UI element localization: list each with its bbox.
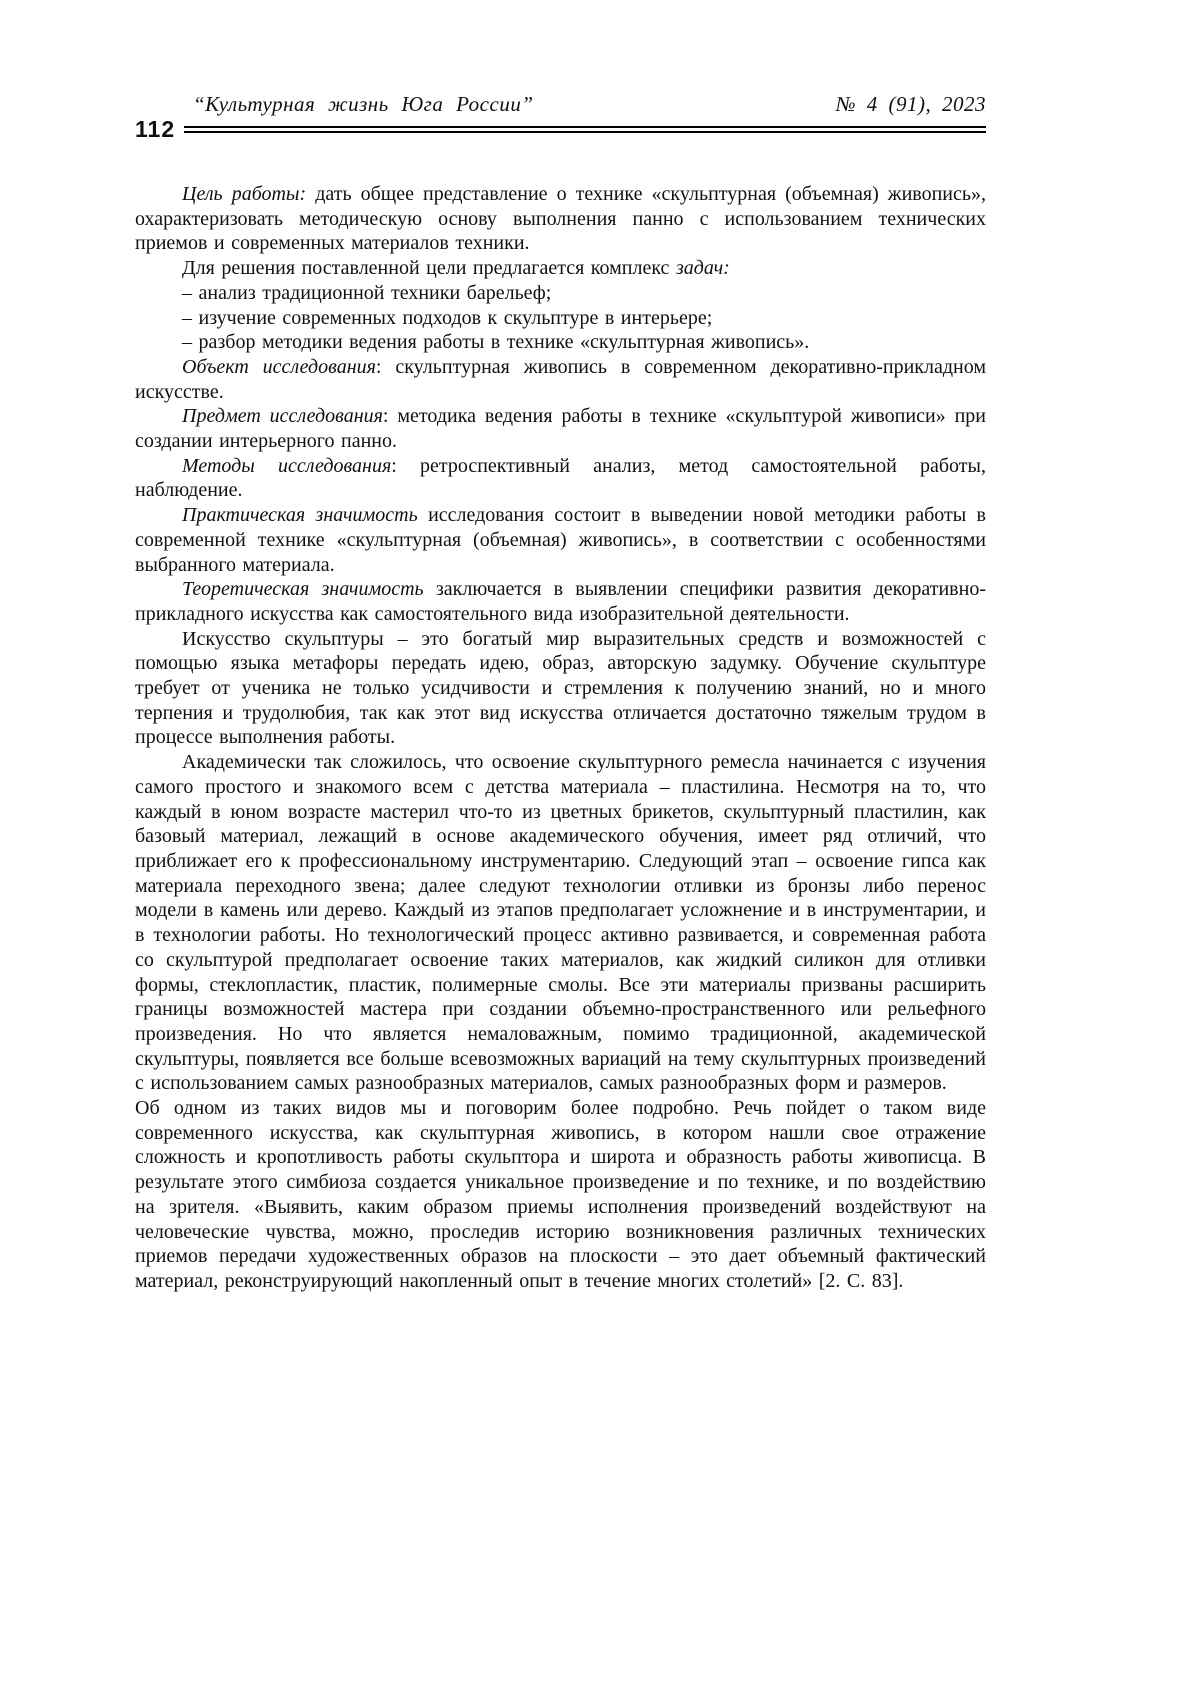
text-segment: – изучение современных подходов к скульптуре в интерьере; bbox=[182, 306, 713, 329]
page-content bbox=[135, 92, 986, 1294]
paragraph bbox=[135, 404, 986, 453]
text-segment: Академически так сложилось, что освоение скульптурного ремесла начинается с изучения самого простого и знакомого всем с детства материала – пластилина. Несмотря на то, что каждый в юном возрасте мастерил что-то из цветных брикетов, скульптурный пластилин, как базовый материал, лежащий в основе академического обучения, имеет ряд отличий, что приближает его к профессиональному инструментарию. Следующий этап – освоение гипса как материала переходного звена; далее следуют технологии отливки из бронзы либо перенос модели в камень или дерево. Каждый из этапов предполагает усложнение и в инструментарии, и в технологии работы. Но технологический процесс активно развивается, и современная работа со скульптурой предполагает освоение таких материалов, как жидкий силикон для отливки формы, стеклопластик, пластик, полимерные смолы. Все эти материалы призваны расширить границы возможностей мастера при создании объемно-пространственного или рельефного произведения. Но что является немаловажным, помимо традиционной, академической скульптуры, появляется все больше всевозможных вариаций на тему скульптурных произведений с использованием самых разнообразных материалов, самых разнообразных форм и размеров. bbox=[135, 751, 986, 1095]
paragraph bbox=[135, 1096, 986, 1294]
paragraph bbox=[135, 750, 986, 1096]
header-rule-row bbox=[135, 118, 986, 141]
paragraph bbox=[135, 182, 986, 256]
emphasis-text: Объект исследования bbox=[182, 355, 376, 378]
emphasis-text: Цель работы: bbox=[182, 183, 316, 205]
emphasis-text: Теоретическая значимость bbox=[182, 578, 424, 601]
text-segment: : ретроспективный анализ, метод самостоятельной работы, наблюдение. bbox=[135, 454, 986, 502]
running-header bbox=[135, 92, 986, 117]
paragraph bbox=[135, 256, 986, 281]
text-segment: Для решения поставленной цели предлагается комплекс bbox=[182, 257, 676, 280]
page-number: 112 bbox=[135, 116, 176, 142]
paragraph bbox=[135, 330, 986, 355]
paragraph bbox=[135, 355, 986, 404]
emphasis-text: Практическая значимость bbox=[182, 504, 418, 527]
paragraph bbox=[135, 281, 986, 306]
paragraph bbox=[135, 454, 986, 503]
emphasis-text: Предмет исследования bbox=[182, 405, 383, 428]
text-segment: заключается в выявлении специфики развития декоративно-прикладного искусства как самостоятельного вида изобразительной деятельности. bbox=[135, 578, 986, 625]
issue-number: № 4 (91), 2023 bbox=[835, 92, 986, 116]
article-body bbox=[135, 182, 986, 1294]
text-segment: : методика ведения работы в технике «скульптурой живописи» при создании интерьерного панно. bbox=[135, 405, 986, 453]
text-segment: : скульптурная живопись в современном декоративно-прикладном искусстве. bbox=[135, 355, 986, 403]
text-segment: Об одном из таких видов мы и поговорим более подробно. Речь пойдет о таком виде современного искусства, как скульптурная живопись, в котором нашли свое отражение сложность и кропотливость работы скульптора и широта и образность работы живописца. В результате этого симбиоза создается уникальное произведение и по технике, и по воздействию на зрителя. «Выявить, каким образом приемы исполнения произведений воздействуют на человеческие чувства, можно, проследив историю возникновения различных технических приемов передачи художественных образов на плоскости – это дает объемный фактический материал, реконструирующий накопленный опыт в течение многих столетий» [2. С. 83]. bbox=[135, 1097, 986, 1292]
paragraph bbox=[135, 503, 986, 577]
emphasis-text: Методы исследования bbox=[182, 454, 392, 477]
journal-title: “Культурная жизнь Юга России” bbox=[193, 92, 534, 116]
text-segment: исследования состоит в выведении новой методики работы в современной технике «скульптурная (объемная) живопись», в соответствии с особенностями выбранного материала. bbox=[135, 504, 986, 576]
header-double-rule bbox=[184, 126, 986, 133]
paragraph bbox=[135, 306, 986, 331]
text-segment: – анализ традиционной техники барельеф; bbox=[182, 281, 552, 304]
text-segment: – разбор методики ведения работы в технике «скульптурная живопись». bbox=[182, 331, 810, 354]
text-segment: дать общее представление о технике «скульптурная (объемная) живопись», охарактеризовать методическую основу выполнения панно с использованием технических приемов и современных материалов техники. bbox=[135, 183, 987, 255]
paragraph bbox=[135, 627, 986, 751]
text-segment: Искусство скульптуры – это богатый мир выразительных средств и возможностей с помощью языка метафоры передать идею, образ, авторскую задумку. Обучение скульптуре требует от ученика не только усидчивости и стремления к получению знаний, но и много терпения и трудолюбия, так как этот вид искусства отличается достаточно тяжелым трудом в процессе выполнения работы. bbox=[135, 627, 986, 749]
emphasis-text: задач: bbox=[675, 257, 730, 280]
paragraph bbox=[135, 577, 986, 626]
